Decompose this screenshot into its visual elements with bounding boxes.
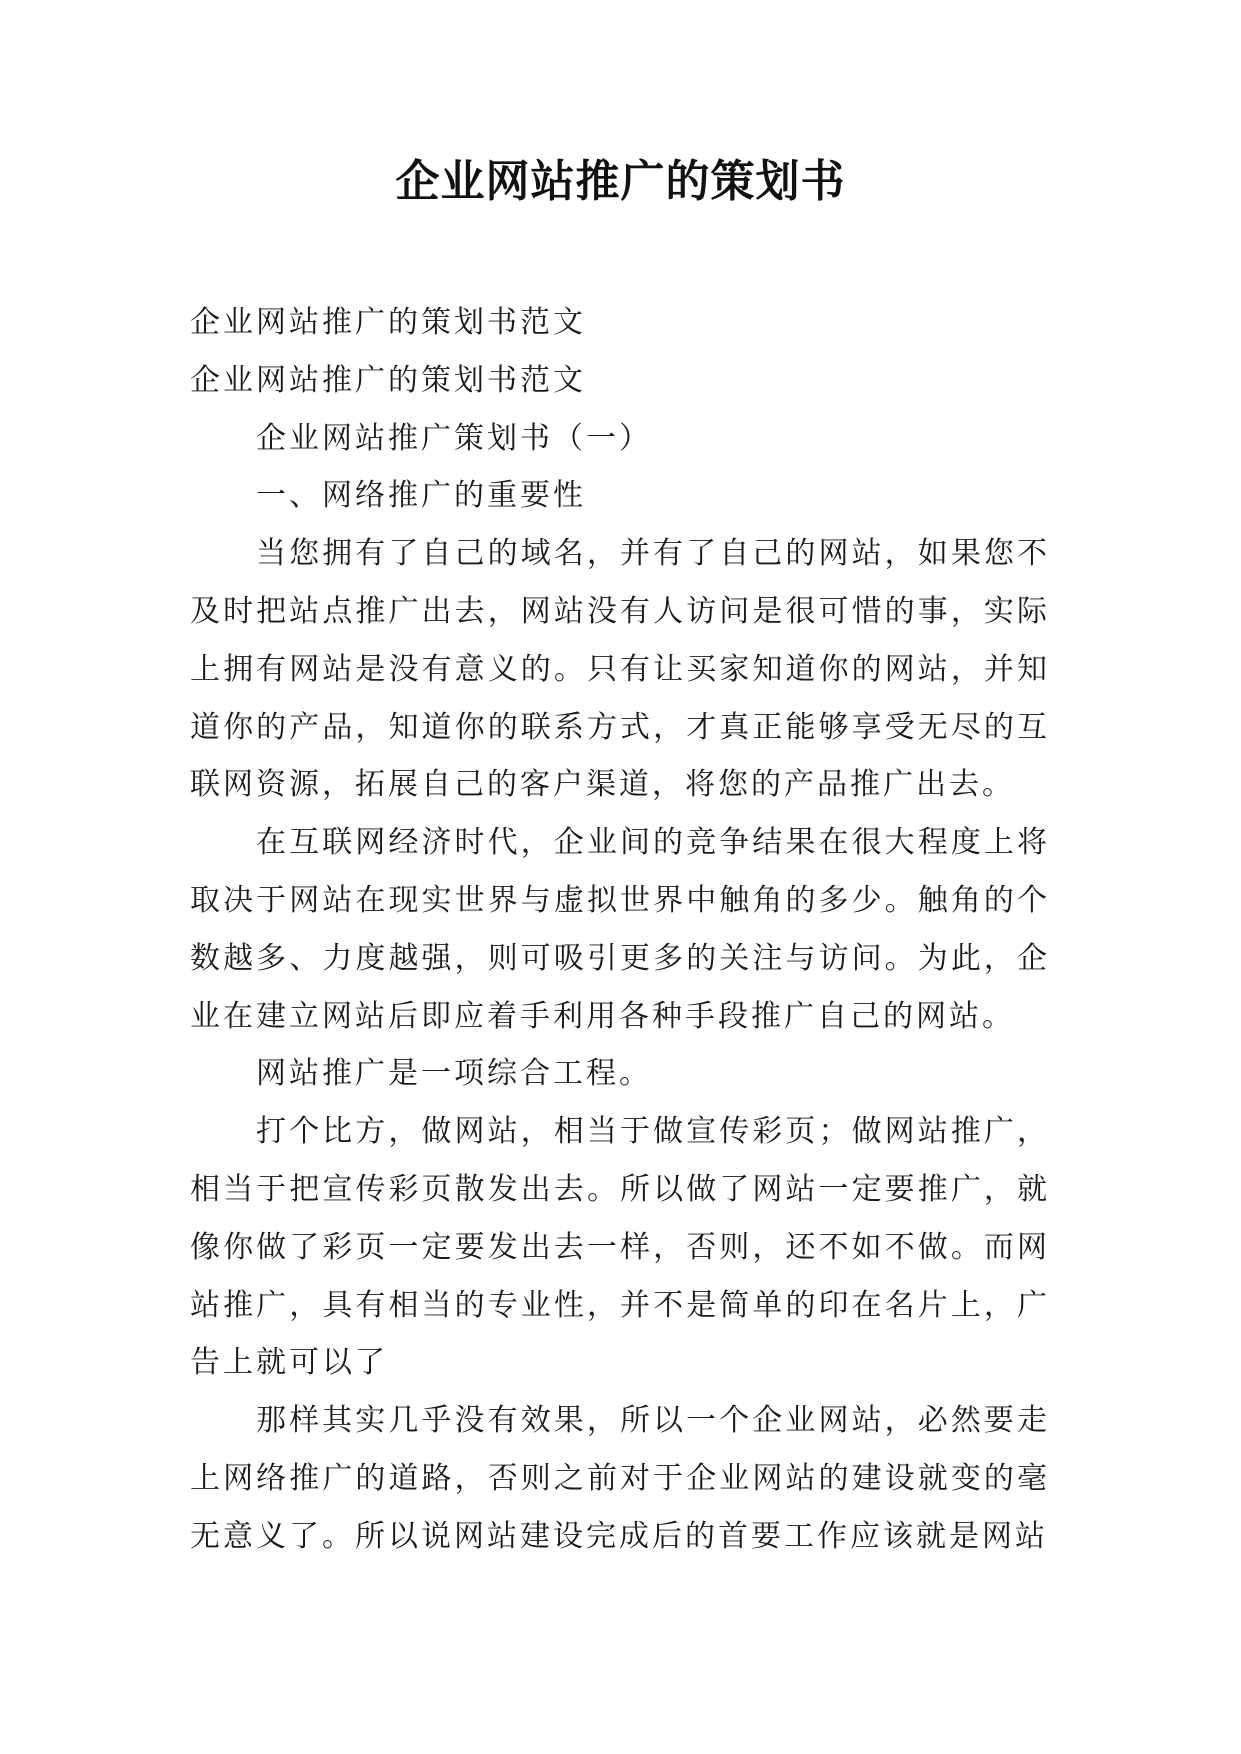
paragraph: 企业网站推广的策划书范文 [190,305,586,340]
document-body [190,294,1050,1566]
paragraph: 企业网站推广策划书（一） [256,420,652,456]
paragraph: 企业网站推广的策划书范文 [190,362,586,398]
paragraph: 当您拥有了自己的域名，并有了自己的网站，如果您不及时把站点推广出去，网站没有人访问是很可惜的事，实际上拥有网站是没有意义的。只有让买家知道你的网站，并知道你的产品，知道你的联系方式，才真正能够享受无尽的互联网资源，拓展自己的客户渠道，将您的产品推广出去。 [190,536,1050,803]
document-title: 企业网站推广的策划书 [395,156,846,207]
paragraph: 打个比方，做网站，相当于做宣传彩页；做网站推广，相当于把宣传彩页散发出去。所以做了网站一定要推广，就像你做了彩页一定要发出去一样，否则，还不如不做。而网站推广，具有相当的专业性，并不是简单的印在名片上，广告上就可以了 [190,1114,1050,1381]
paragraph: 网站推广是一项综合工程。 [256,1056,652,1092]
paragraph: 那样其实几乎没有效果，所以一个企业网站，必然要走上网络推广的道路，否则之前对于企业网站的建设就变的毫无意义了。所以说网站建设完成后的首要工作应该就是网站 [190,1403,1050,1554]
section-heading: 一、网络推广的重要性 [256,478,586,514]
paragraph: 在互联网经济时代，企业间的竞争结果在很大程度上将取决于网站在现实世界与虚拟世界中触角的多少。触角的个数越多、力度越强，则可吸引更多的关注与访问。为此，企业在建立网站后即应着手利用各种手段推广自己的网站。 [190,825,1050,1034]
